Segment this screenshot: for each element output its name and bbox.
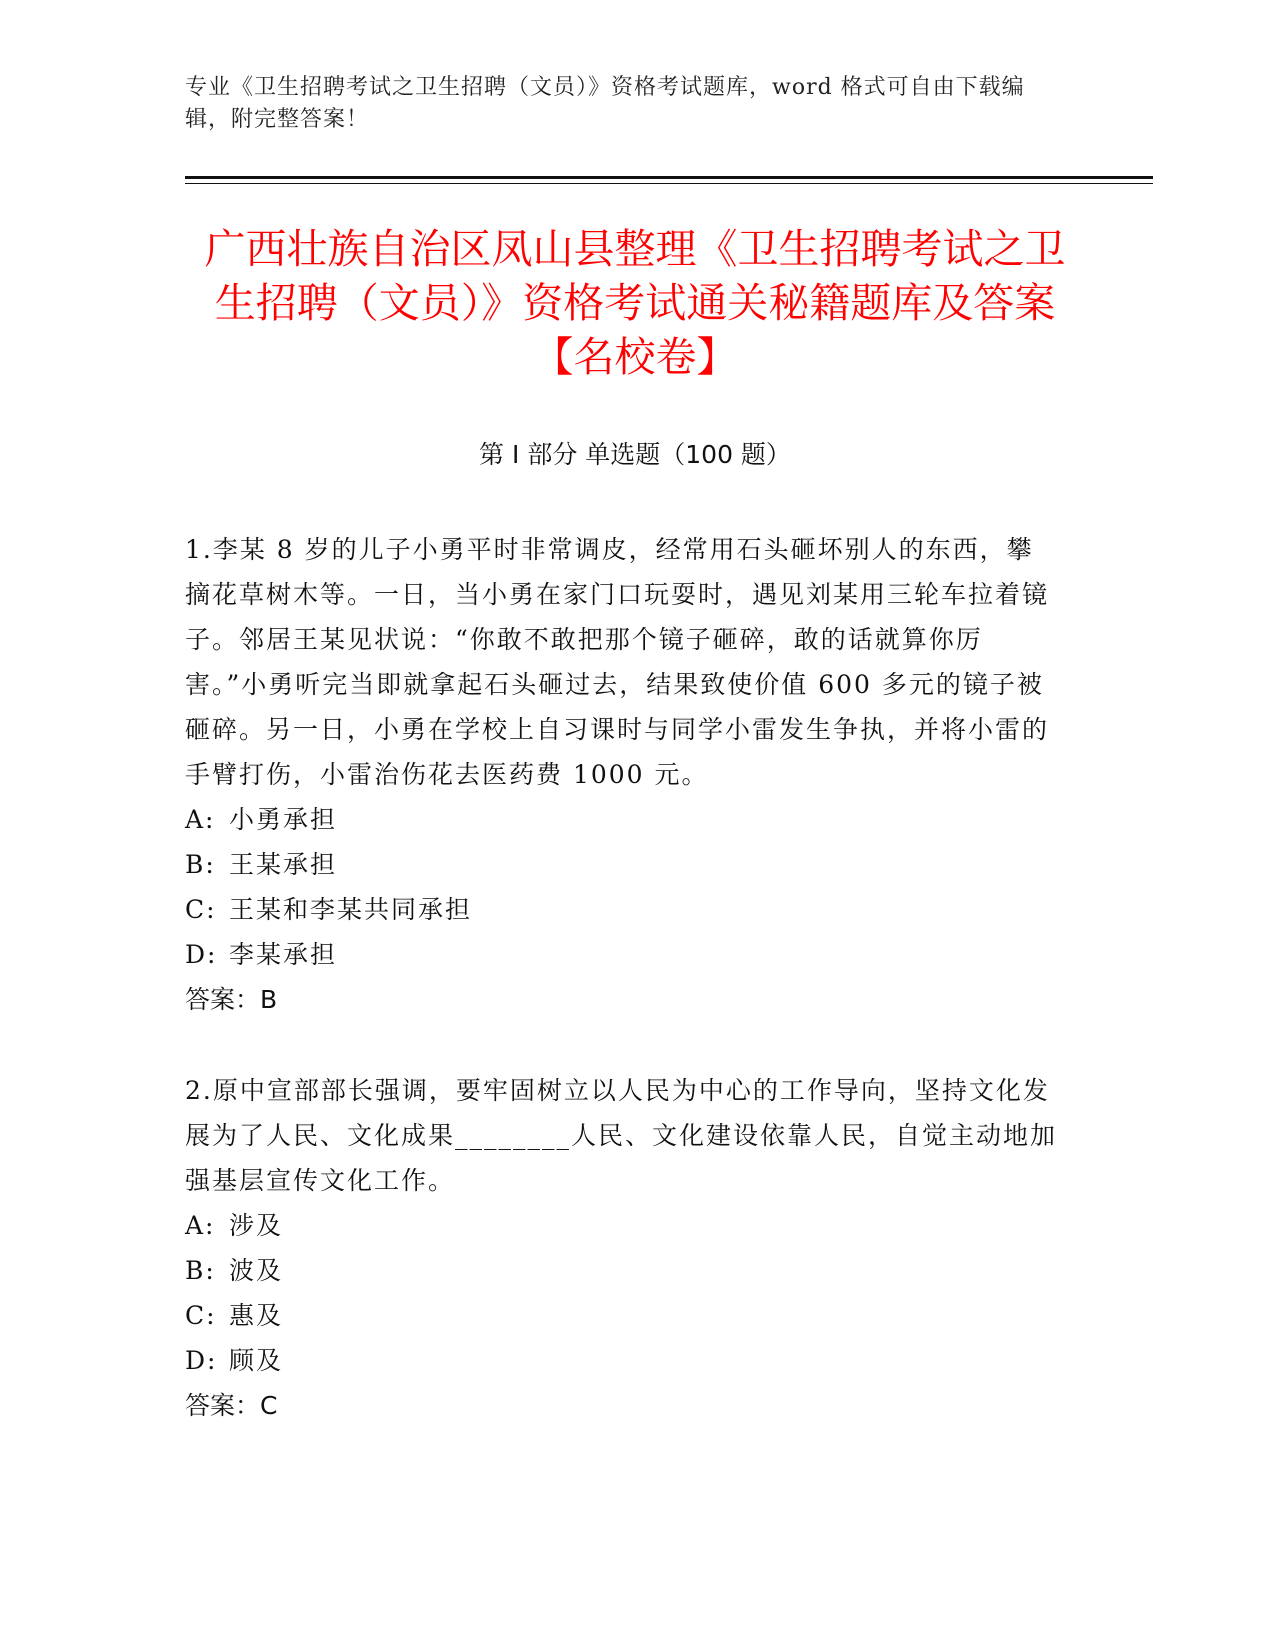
question-2 — [185, 1068, 1060, 1428]
section-heading: 第 I 部分 单选题（100 题） — [479, 440, 791, 469]
option-key: B: — [185, 850, 216, 879]
option-key: A: — [185, 805, 216, 834]
option-d — [185, 1338, 1060, 1383]
option-b — [185, 1248, 1060, 1293]
option-key: B: — [185, 1256, 216, 1285]
option-key: C: — [185, 895, 217, 924]
question-1 — [185, 527, 1060, 1022]
option-text: 惠及 — [229, 1301, 284, 1330]
option-c — [185, 887, 1060, 932]
option-text: 李某承担 — [229, 940, 338, 969]
header-divider-thick — [185, 176, 1153, 179]
document-title: 广西壮族自治区凤山县整理《卫生招聘考试之卫生招聘（文员）》资格考试通关秘籍题库及答案【名校卷】 — [204, 225, 1066, 381]
answer-line: 答案：C — [185, 1391, 278, 1420]
option-d — [185, 932, 1060, 977]
option-b — [185, 842, 1060, 887]
option-key: A: — [185, 1211, 216, 1240]
option-text: 涉及 — [229, 1211, 284, 1240]
option-key: C: — [185, 1301, 217, 1330]
option-key: D: — [185, 940, 218, 969]
answer-line: 答案：B — [185, 985, 278, 1014]
option-text: 波及 — [229, 1256, 284, 1285]
option-key: D: — [185, 1346, 218, 1375]
header-note: 专业《卫生招聘考试之卫生招聘（文员）》资格考试题库，word 格式可自由下载编辑，附完整答案！ — [185, 75, 1025, 132]
option-a — [185, 797, 1060, 842]
option-text: 顾及 — [229, 1346, 284, 1375]
question-stem: 2.原中宣部部长强调，要牢固树立以人民为中心的工作导向，坚持文化发展为了人民、文化成果________人民、文化建设依靠人民，自觉主动地加强基层宣传文化工作。 — [185, 1076, 1058, 1195]
option-a — [185, 1203, 1060, 1248]
option-text: 小勇承担 — [229, 805, 338, 834]
question-stem: 1.李某 8 岁的儿子小勇平时非常调皮，经常用石头砸坏别人的东西，攀摘花草树木等。一日，当小勇在家门口玩耍时，遇见刘某用三轮车拉着镜子。邻居王某见状说：“你敢不敢把那个镜子砸碎，敢的话就算你厉害。”小勇听完当即就拿起石头砸过去，结果致使价值 600 多元的镜子被砸碎。另一日，小勇在学校上自习课时与同学小雷发生争执，并将小雷的手臂打伤，小雷治伤花去医药费 1000 元。 — [185, 535, 1050, 789]
option-c — [185, 1293, 1060, 1338]
option-text: 王某和李某共同承担 — [229, 895, 473, 924]
option-text: 王某承担 — [229, 850, 338, 879]
header-divider-thin — [185, 183, 1153, 184]
